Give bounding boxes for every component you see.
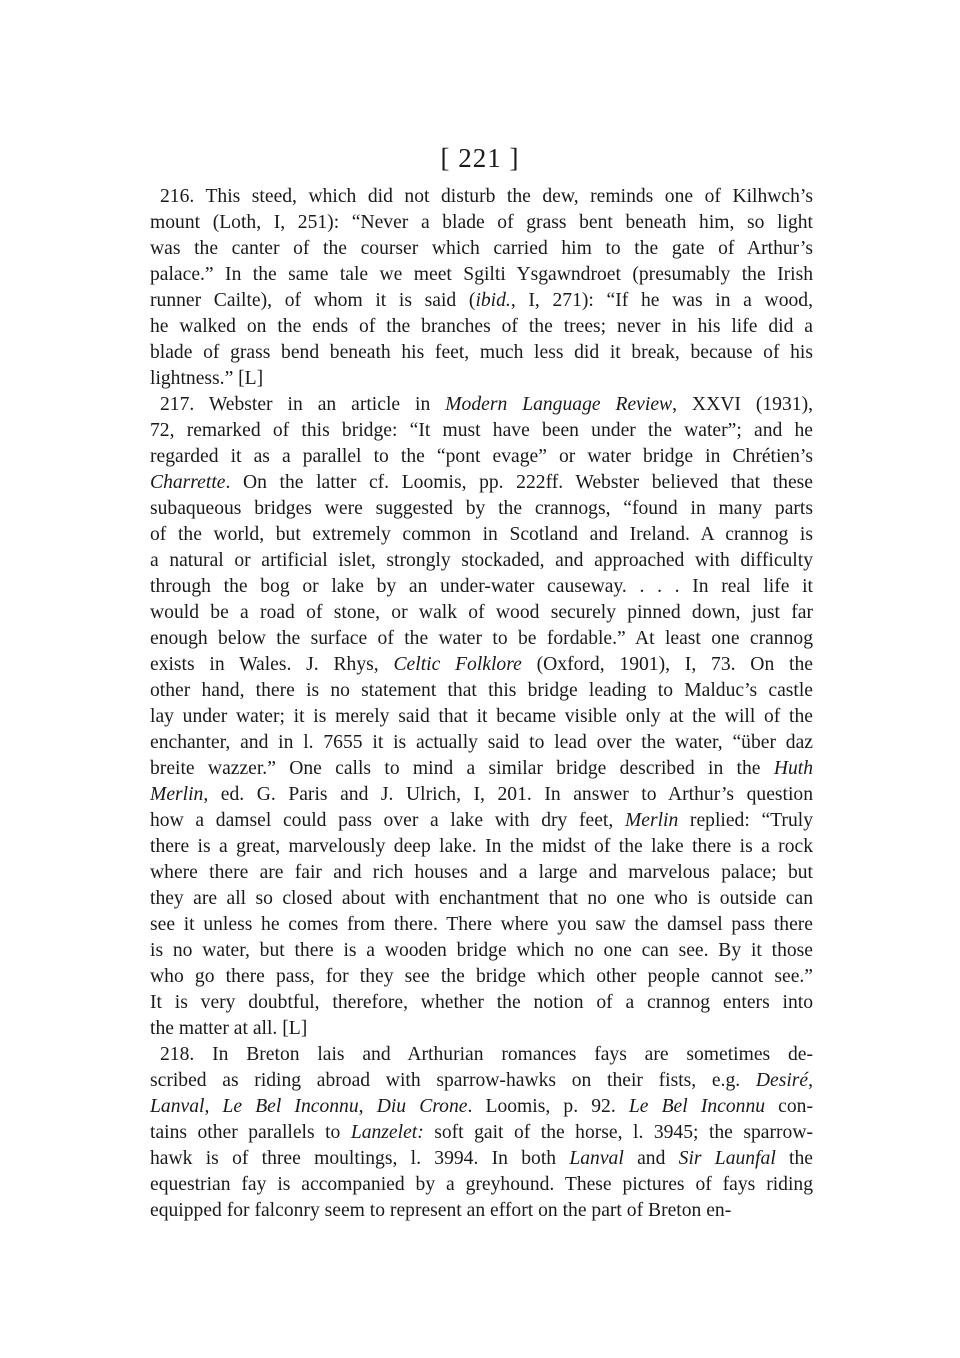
page-number: [ 221 ] — [440, 143, 520, 173]
note-text-line: he walked on the ends of the branches of the trees; never in his life did a — [150, 316, 813, 337]
note-text-line: lay under water; it is merely said that it became visible only at the will of the — [150, 706, 813, 727]
note-text-line: blade of grass bend beneath his feet, much less did it break, because of his — [150, 342, 813, 363]
notes-body — [150, 184, 813, 1224]
note-text-line: subaqueous bridges were suggested by the crannogs, “found in many parts — [150, 498, 813, 519]
note-text-line: of the world, but extremely common in Scotland and Ireland. A crannog is — [150, 524, 813, 545]
note-paragraph — [150, 184, 813, 392]
note-text-line: hawk is of three moultings, l. 3994. In both Lanval and Sir Launfal the — [150, 1148, 813, 1169]
note-text-line: there is a great, marvelously deep lake. In the midst of the lake there is a rock — [150, 836, 813, 857]
note-text-line: was the canter of the courser which carried him to the gate of Arthur’s — [150, 238, 813, 259]
note-text-line: runner Cailte), of whom it is said (ibid., I, 271): “If he was in a wood, — [150, 290, 813, 311]
note-text-line: breite wazzer.” One calls to mind a similar bridge described in the Huth — [150, 758, 813, 779]
note-text-line: through the bog or lake by an under-water causeway. . . . In real life it — [150, 576, 813, 597]
note-text-line: how a damsel could pass over a lake with dry feet, Merlin replied: “Truly — [150, 810, 813, 831]
note-text-line: other hand, there is no statement that this bridge leading to Malduc’s castle — [150, 680, 813, 701]
note-text-line: 72, remarked of this bridge: “It must have been under the water”; and he — [150, 420, 813, 441]
note-text-line: the matter at all. [L] — [150, 1018, 308, 1039]
note-text-line: enchanter, and in l. 7655 it is actually said to lead over the water, “über daz — [150, 732, 813, 753]
note-text-line: equipped for falconry seem to represent an effort on the part of Breton en- — [150, 1200, 732, 1221]
note-text-line: It is very doubtful, therefore, whether the notion of a crannog enters into — [150, 992, 813, 1013]
note-text-line: see it unless he comes from there. There where you saw the damsel pass there — [150, 914, 813, 935]
note-text-line: enough below the surface of the water to be fordable.” At least one crannog — [150, 628, 813, 649]
note-heading-line: 218. In Breton lais and Arthurian romances fays are sometimes de- — [160, 1044, 813, 1065]
note-text-line: equestrian fay is accompanied by a greyhound. These pictures of fays riding — [150, 1174, 813, 1195]
note-text-line: where there are fair and rich houses and a large and marvelous palace; but — [150, 862, 813, 883]
note-text-line: tains other parallels to Lanzelet: soft gait of the horse, l. 3945; the sparrow- — [150, 1122, 813, 1143]
note-text-line: who go there pass, for they see the bridge which other people cannot see.” — [150, 966, 813, 987]
note-text-line: palace.” In the same tale we meet Sgilti Ysgawndroet (presumably the Irish — [150, 264, 813, 285]
note-paragraph — [150, 1042, 813, 1224]
note-text-line: regarded it as a parallel to the “pont evage” or water bridge in Chrétien’s — [150, 446, 813, 467]
note-text-line: Charrette. On the latter cf. Loomis, pp. 222ff. Webster believed that these — [150, 472, 813, 493]
note-text-line: Lanval, Le Bel Inconnu, Diu Crone. Loomis, p. 92. Le Bel Inconnu con- — [150, 1096, 813, 1117]
note-text-line: exists in Wales. J. Rhys, Celtic Folklore (Oxford, 1901), I, 73. On the — [150, 654, 813, 675]
note-text-line: a natural or artificial islet, strongly stockaded, and approached with difficulty — [150, 550, 813, 571]
note-text-line: mount (Loth, I, 251): “Never a blade of grass bent beneath him, so light — [150, 212, 813, 233]
note-heading-line: 216. This steed, which did not disturb the dew, reminds one of Kilhwch’s — [160, 186, 813, 207]
note-text-line: lightness.” [L] — [150, 368, 264, 389]
note-paragraph — [150, 392, 813, 1042]
note-text-line: Merlin, ed. G. Paris and J. Ulrich, I, 201. In answer to Arthur’s question — [150, 784, 813, 805]
note-heading-line: 217. Webster in an article in Modern Language Review, XXVI (1931), — [160, 394, 813, 415]
note-text-line: scribed as riding abroad with sparrow-hawks on their fists, e.g. Desiré, — [150, 1070, 813, 1091]
note-text-line: would be a road of stone, or walk of wood securely pinned down, just far — [150, 602, 813, 623]
note-text-line: they are all so closed about with enchantment that no one who is outside can — [150, 888, 813, 909]
note-text-line: is no water, but there is a wooden bridge which no one can see. By it those — [150, 940, 813, 961]
